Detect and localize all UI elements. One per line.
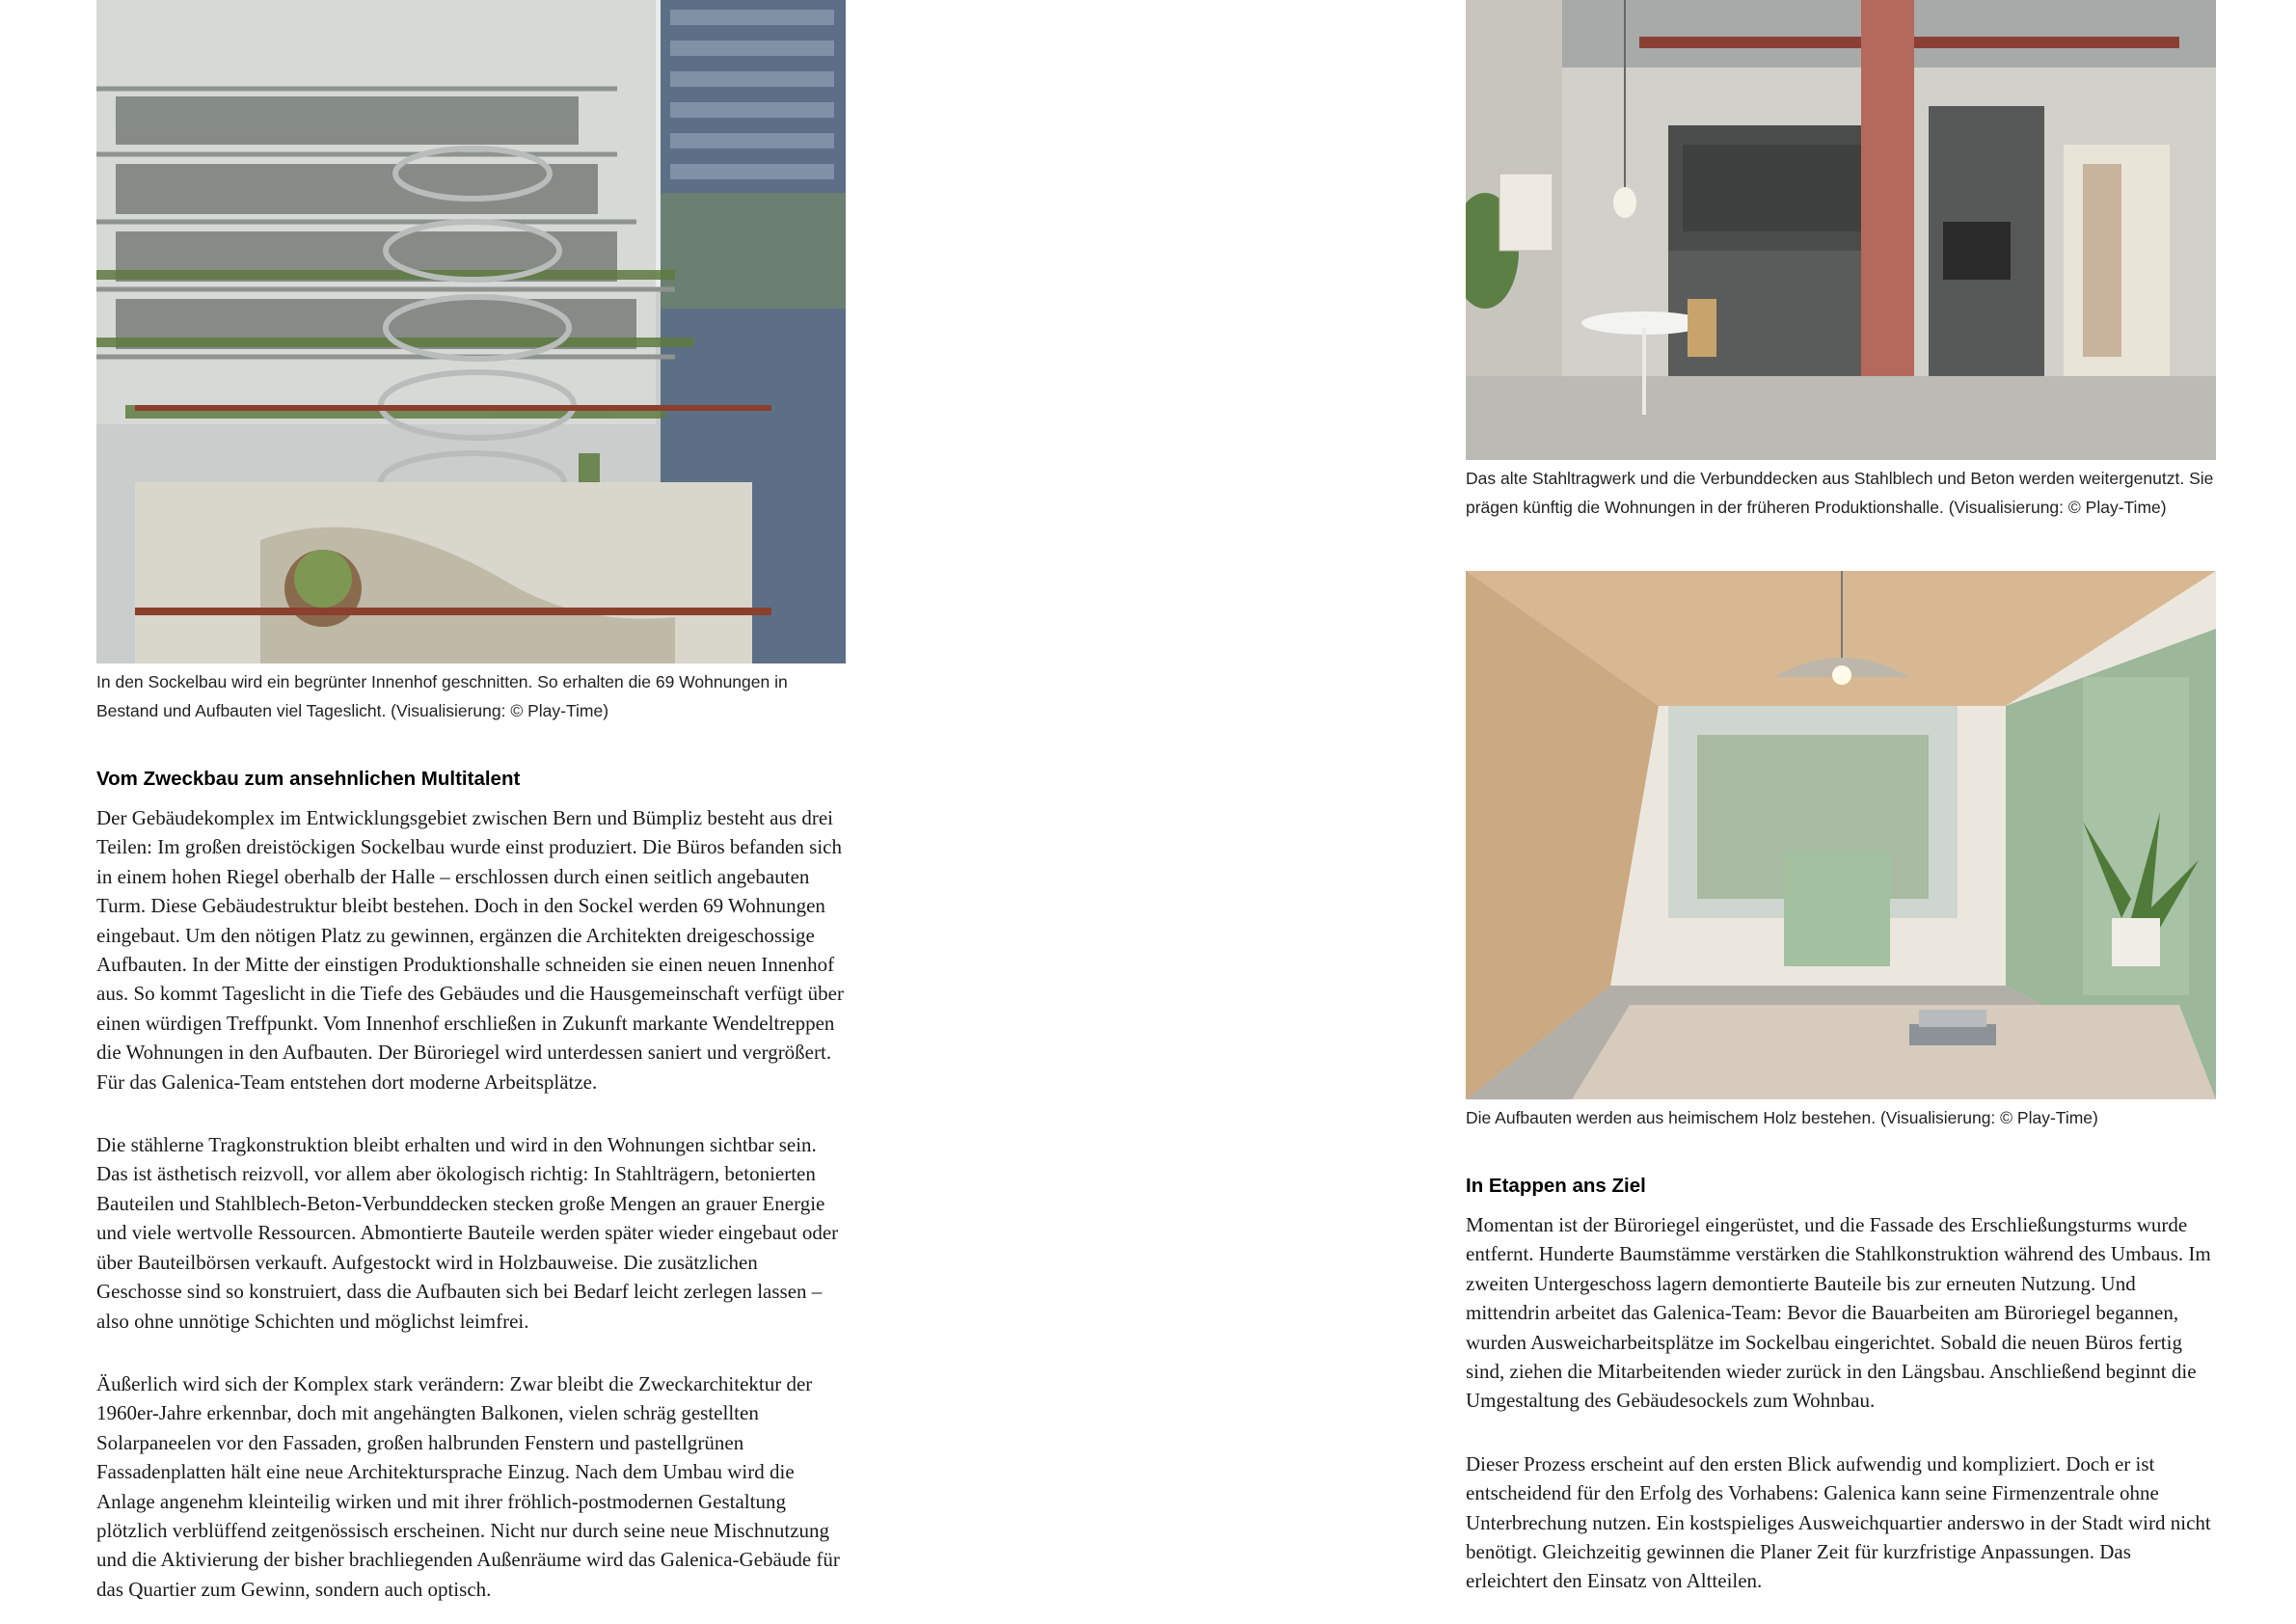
timber-figure bbox=[1466, 571, 2216, 1132]
right-column bbox=[1466, 0, 2216, 1596]
paragraph-5: Dieser Prozess erscheint auf den ersten Blick aufwendig und kompliziert. Doch er ist entscheidend für den Erfolg des Vorhabens: Galenica kann seine Firmenzentrale ohne Unterbrechung nutzen. Ein kostspieliges Ausweichquartier anderswo in der Stadt wird nicht benötigt. Gleichzeitig gewinnen die Planer Zeit für kurzfristige Anpassungen. Das erleichtert den Einsatz von Altteilen. bbox=[1466, 1451, 2211, 1593]
timber-caption: Die Aufbauten werden aus heimischem Holz bestehen. (Visualisierung: © Play-Time) bbox=[1466, 1108, 2098, 1127]
paragraph-3: Äußerlich wird sich der Komplex stark verändern: Zwar bleibt die Zweckarchitektur der 1960er-Jahre erkennbar, doch mit angehängten Balkonen, vielen schräg gestellten Solarpaneelen vor den Fassaden, großen halbrunden Fenstern und pastellgrünen Fassadenplatten hält eine neue Architektursprache Einzug. Nach dem Umbau wird die Anlage angenehm kleinteilig wirken und mit ihrer fröhlich-postmodernen Gestaltung plötzlich verblüffend zeitgenössisch erscheinen. Nicht nur durch seine neue Mischnutzung und die Aktivierung der bisher brachliegenden Außenräume wird das Galenica-Gebäude für das Quartier zum Gewinn, sondern auch optisch. bbox=[96, 1371, 840, 1601]
loft-figure bbox=[1466, 0, 2216, 522]
paragraph-1: Der Gebäudekomplex im Entwicklungsgebiet zwischen Bern und Bümpliz besteht aus drei Teilen: Im großen dreistöckigen Sockelbau wurde einst produziert. Die Büros befanden sich in einem hohen Riegel oberhalb der Halle – erschlossen durch einen seitlich angebauten Turm. Diese Gebäudestruktur bleibt bestehen. Doch in den Sockel werden 69 Wohnungen eingebaut. Um den nötigen Platz zu gewinnen, ergänzen die Architekten dreigeschossige Aufbauten. In der Mitte der einstigen Produktionshalle schneiden sie einen neuen Innenhof aus. So kommt Tageslicht in die Tiefe des Gebäudes und die Hausgemeinschaft verfügt über einen würdigen Treffpunkt. Vom Innenhof erschließen in Zukunft markante Wendeltreppen die Wohnungen in den Aufbauten. Der Büroriegel wird unterdessen saniert und vergrößert. Für das Galenica-Team entstehen dort moderne Arbeitsplätze. bbox=[96, 806, 844, 1094]
courtyard-image bbox=[96, 0, 846, 663]
courtyard-caption: In den Sockelbau wird ein begrünter Innenhof geschnitten. So erhalten die 69 Wohnungen in Bestand und Aufbauten viel Tageslicht. (Visualisierung: © Play-Time) bbox=[96, 672, 788, 720]
left-column bbox=[96, 0, 846, 1604]
loft-caption: Das alte Stahltragwerk und die Verbunddecken aus Stahlblech und Beton werden weitergenutzt. Sie prägen künftig die Wohnungen in der früheren Produktionshalle. (Visualisierung: © Play-Time) bbox=[1466, 469, 2214, 517]
paragraph-2: Die stählerne Tragkonstruktion bleibt erhalten und wird in den Wohnungen sichtbar sein. Das ist ästhetisch reizvoll, vor allem aber ökologisch richtig: In Stahlträgern, betonierten Bauteilen und Stahlblech-Beton-Verbunddecken stecken große Mengen an grauer Energie und viele wertvolle Ressourcen. Abmontierte Bauteile werden später wieder eingebaut oder über Bauteilbörsen verkauft. Aufgestockt wird in Holzbauweise. Die zusätzlichen Geschosse sind so konstruiert, dass die Aufbauten sich bei Bedarf leicht zerlegen lassen – also ohne unnötige Schichten und möglichst leimfrei. bbox=[96, 1133, 839, 1333]
loft-image bbox=[1466, 0, 2216, 460]
courtyard-figure bbox=[96, 0, 846, 725]
section-title-etappen: In Etappen ans Ziel bbox=[1466, 1175, 1646, 1197]
section-title-multitalent: Vom Zweckbau zum ansehnlichen Multitalent bbox=[96, 768, 521, 790]
timber-image bbox=[1466, 571, 2216, 1099]
paragraph-4: Momentan ist der Büroriegel eingerüstet, und die Fassade des Erschließungsturms wurde entfernt. Hunderte Baumstämme verstärken die Stahlkonstruktion während des Umbaus. Im zweiten Untergeschoss lagern demontierte Bauteile bis zur erneuten Nutzung. Und mittendrin arbeitet das Galenica-Team: Bevor die Bauarbeiten am Büroriegel begannen, wurden Ausweicharbeitsplätze im Sockelbau eingerichtet. Sobald die neuen Büros fertig sind, ziehen die Mitarbeitenden wieder zurück in den Längsbau. Anschließend beginnt die Umgestaltung des Gebäudesockels zum Wohnbau. bbox=[1466, 1213, 2211, 1413]
